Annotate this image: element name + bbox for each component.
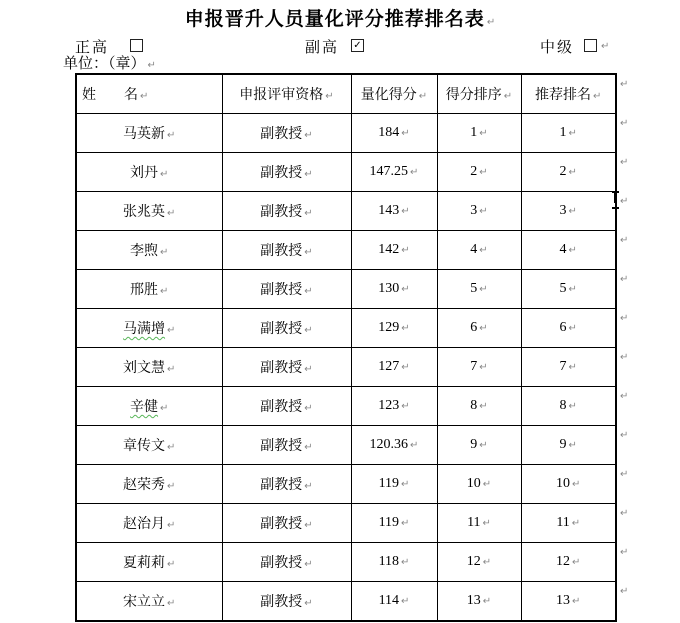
table-row	[76, 231, 616, 270]
person-name-text: 马满增	[123, 322, 166, 337]
cell-text: 120.36	[369, 437, 409, 452]
cell-text: 副教授	[260, 205, 303, 220]
cell-text: 9	[559, 437, 567, 452]
cell-score[interactable]	[351, 543, 437, 582]
cell-end-mark-icon: ↵	[572, 479, 581, 490]
cell-score-order[interactable]	[437, 426, 521, 465]
header-qualification: 申报评审资格 ↵	[222, 74, 351, 114]
cell-end-mark-icon: ↵	[571, 518, 581, 529]
person-name-text: 李煦	[130, 244, 159, 259]
cell-score[interactable]	[351, 348, 437, 387]
row-end-mark-icon: ↵	[620, 313, 629, 324]
cell-end-mark-icon: ↵	[482, 557, 492, 568]
table-row	[76, 426, 616, 465]
cell-text: 2	[470, 164, 478, 179]
cell-text: 12	[556, 554, 571, 569]
cell-end-mark-icon: ↵	[304, 130, 313, 141]
cell-score[interactable]	[351, 387, 437, 426]
cell-end-mark-icon: ↵	[304, 481, 313, 492]
cell-qualification[interactable]	[222, 231, 351, 270]
person-name-text: 张兆英	[123, 205, 166, 220]
person-name-text: 邢胜	[130, 283, 159, 298]
cell-end-mark-icon: ↵	[160, 247, 169, 258]
cell-end-mark-icon: ↵	[401, 596, 410, 607]
cell-text: 副教授	[260, 361, 303, 376]
cell-text: 142	[378, 242, 400, 257]
page-title: 申报晋升人员量化评分推荐排名表	[184, 9, 485, 30]
cell-end-mark-icon: ↵	[304, 169, 313, 180]
cell-score[interactable]	[351, 426, 437, 465]
cell-end-mark-icon: ↵	[479, 323, 488, 334]
cell-score-order[interactable]	[437, 270, 521, 309]
cell-qualification[interactable]	[222, 309, 351, 348]
person-name-text: 刘丹	[130, 166, 159, 181]
table-row	[76, 153, 616, 192]
cell-recommend-rank[interactable]	[521, 387, 616, 426]
cell-end-mark-icon: ↵	[167, 559, 176, 570]
cell-text: 147.25	[369, 164, 409, 179]
table-row	[76, 465, 616, 504]
cell-end-mark-icon: ↵	[503, 91, 513, 102]
person-name-text: 章传文	[123, 439, 166, 454]
cell-qualification[interactable]	[222, 387, 351, 426]
person-name-text: 马英新	[123, 127, 166, 142]
check-icon: ✓	[353, 40, 362, 51]
cell-text: 1	[559, 125, 567, 140]
cell-end-mark-icon: ↵	[304, 442, 313, 453]
cell-text: 副教授	[260, 322, 303, 337]
cell-name[interactable]	[76, 231, 222, 270]
cell-score[interactable]	[351, 465, 437, 504]
cell-end-mark-icon: ↵	[479, 284, 488, 295]
cell-name[interactable]	[76, 114, 222, 153]
cell-text: 130	[378, 281, 400, 296]
cell-recommend-rank[interactable]	[521, 543, 616, 582]
cell-qualification[interactable]	[222, 270, 351, 309]
cell-score-order[interactable]	[437, 231, 521, 270]
cell-name[interactable]	[76, 582, 222, 622]
cell-score-order[interactable]	[437, 582, 521, 622]
cell-text: 副教授	[260, 595, 303, 610]
cell-recommend-rank[interactable]	[521, 192, 616, 231]
checkbox-zhenggao[interactable]	[130, 39, 143, 52]
cell-end-mark-icon: ↵	[304, 286, 313, 297]
cell-name[interactable]	[76, 192, 222, 231]
cell-end-mark-icon: ↵	[401, 518, 410, 529]
cell-text: 13	[556, 593, 571, 608]
cell-text: 副教授	[260, 400, 303, 415]
cell-end-mark-icon: ↵	[167, 442, 176, 453]
cell-end-mark-icon: ↵	[401, 401, 410, 412]
cell-text: 副教授	[260, 478, 303, 493]
cell-end-mark-icon: ↵	[167, 130, 176, 141]
table-row	[76, 114, 616, 153]
cell-end-mark-icon: ↵	[479, 401, 488, 412]
cell-end-mark-icon: ↵	[167, 520, 176, 531]
cell-text: 8	[470, 398, 478, 413]
cell-end-mark-icon: ↵	[410, 167, 419, 178]
cell-end-mark-icon: ↵	[401, 362, 410, 373]
checkbox-fugao[interactable]	[351, 39, 364, 52]
cell-score[interactable]	[351, 270, 437, 309]
cell-end-mark-icon: ↵	[160, 286, 169, 297]
cell-text: 10	[556, 476, 571, 491]
cell-qualification[interactable]	[222, 465, 351, 504]
header-name: 姓 名 ↵	[76, 74, 222, 114]
cell-score[interactable]	[351, 504, 437, 543]
cell-name[interactable]	[76, 387, 222, 426]
cell-text: 5	[470, 281, 478, 296]
cell-score-order[interactable]	[437, 192, 521, 231]
cell-text: 127	[378, 359, 400, 374]
cell-end-mark-icon: ↵	[401, 323, 410, 334]
cell-end-mark-icon: ↵	[479, 440, 488, 451]
cell-text: 4	[559, 242, 567, 257]
cell-qualification[interactable]	[222, 504, 351, 543]
cell-text: 11	[556, 515, 570, 530]
row-end-mark-icon: ↵	[620, 157, 629, 168]
unit-label: 单位：（章）	[63, 56, 146, 72]
cell-end-mark-icon: ↵	[325, 91, 334, 102]
cell-score-order[interactable]	[437, 543, 521, 582]
header-score-order: 得分排序 ↵	[437, 74, 521, 114]
cell-score-order[interactable]	[437, 153, 521, 192]
cell-end-mark-icon: ↵	[304, 403, 313, 414]
cell-text: 114	[378, 593, 400, 608]
cell-text: 3	[559, 203, 567, 218]
cell-end-mark-icon: ↵	[479, 206, 488, 217]
cell-end-mark-icon: ↵	[167, 598, 176, 609]
person-name-text: 刘文慧	[123, 361, 166, 376]
row-end-mark-icon: ↵	[620, 469, 629, 480]
cell-name[interactable]	[76, 504, 222, 543]
row-end-mark-icon: ↵	[620, 235, 629, 246]
cell-text: 副教授	[260, 127, 303, 142]
cell-text: 9	[470, 437, 478, 452]
cell-score-order[interactable]	[437, 114, 521, 153]
cell-text: 副教授	[260, 439, 303, 454]
checkbox-zhongji[interactable]	[584, 39, 597, 52]
cell-text: 119	[378, 476, 400, 491]
cell-qualification[interactable]	[222, 114, 351, 153]
cell-qualification[interactable]	[222, 543, 351, 582]
cell-score[interactable]	[351, 114, 437, 153]
cell-name[interactable]	[76, 153, 222, 192]
cell-text: 副教授	[260, 244, 303, 259]
cell-end-mark-icon: ↵	[418, 91, 428, 102]
cell-score[interactable]	[351, 309, 437, 348]
cell-recommend-rank[interactable]	[521, 465, 616, 504]
table-row	[76, 270, 616, 309]
row-end-mark-icon: ↵	[620, 118, 629, 129]
cell-recommend-rank[interactable]	[521, 426, 616, 465]
cell-text: 5	[559, 281, 567, 296]
table-header-row	[76, 74, 616, 114]
cell-end-mark-icon: ↵	[568, 284, 577, 295]
table-row	[76, 309, 616, 348]
cell-text: 129	[378, 320, 400, 335]
cell-end-mark-icon: ↵	[140, 91, 149, 102]
row-end-mark-icon: ↵	[620, 274, 629, 285]
cell-end-mark-icon: ↵	[568, 362, 577, 373]
cell-score-order[interactable]	[437, 465, 521, 504]
cell-end-mark-icon: ↵	[479, 167, 488, 178]
cell-qualification[interactable]	[222, 192, 351, 231]
cell-qualification[interactable]	[222, 348, 351, 387]
cell-end-mark-icon: ↵	[568, 245, 577, 256]
cell-end-mark-icon: ↵	[160, 403, 169, 414]
cell-text: 1	[470, 125, 478, 140]
person-name-text: 辛健	[130, 400, 159, 415]
cell-name[interactable]	[76, 465, 222, 504]
cell-score[interactable]	[351, 192, 437, 231]
cell-end-mark-icon: ↵	[401, 128, 410, 139]
cell-text: 6	[470, 320, 478, 335]
row-end-mark-icon: ↵	[620, 196, 629, 207]
table-row	[76, 543, 616, 582]
cell-end-mark-icon: ↵	[482, 518, 491, 529]
cell-end-mark-icon: ↵	[304, 598, 313, 609]
paragraph-mark-icon: ↵	[601, 41, 610, 52]
cell-text: 118	[378, 554, 400, 569]
cell-recommend-rank[interactable]	[521, 582, 616, 622]
cell-text: 8	[559, 398, 567, 413]
cell-end-mark-icon: ↵	[479, 245, 488, 256]
cell-end-mark-icon: ↵	[304, 364, 313, 375]
cell-score[interactable]	[351, 231, 437, 270]
text-cursor-ibeam	[612, 191, 619, 209]
cell-recommend-rank[interactable]	[521, 153, 616, 192]
cell-end-mark-icon: ↵	[568, 440, 577, 451]
person-name-text: 赵荣秀	[123, 478, 166, 493]
person-name-text: 宋立立	[123, 595, 166, 610]
cell-end-mark-icon: ↵	[167, 481, 176, 492]
cell-text: 184	[378, 125, 400, 140]
cell-text: 7	[559, 359, 567, 374]
cell-end-mark-icon: ↵	[479, 128, 488, 139]
cell-text: 副教授	[260, 556, 303, 571]
cell-qualification[interactable]	[222, 582, 351, 622]
row-end-mark-icon: ↵	[620, 547, 629, 558]
cell-end-mark-icon: ↵	[167, 208, 176, 219]
cell-end-mark-icon: ↵	[401, 206, 410, 217]
cell-end-mark-icon: ↵	[568, 401, 577, 412]
cell-text: 13	[466, 593, 481, 608]
row-end-mark-icon: ↵	[620, 508, 629, 519]
header-recommend-rank: 推荐排名 ↵	[521, 74, 616, 114]
unit-seal-line	[63, 52, 156, 73]
cell-text: 119	[378, 515, 400, 530]
cell-end-mark-icon: ↵	[482, 596, 492, 607]
cell-end-mark-icon: ↵	[572, 557, 581, 568]
cell-text: 副教授	[260, 283, 303, 298]
cell-score-order[interactable]	[437, 504, 521, 543]
cell-end-mark-icon: ↵	[304, 559, 313, 570]
cell-end-mark-icon: ↵	[482, 479, 492, 490]
cell-score[interactable]	[351, 153, 437, 192]
table-row	[76, 582, 616, 622]
cell-end-mark-icon: ↵	[304, 247, 313, 258]
cell-end-mark-icon: ↵	[568, 167, 577, 178]
paragraph-mark-icon: ↵	[147, 60, 156, 71]
page-title-line	[0, 4, 680, 31]
cell-score[interactable]	[351, 582, 437, 622]
cell-text: 12	[466, 554, 481, 569]
cell-end-mark-icon: ↵	[401, 479, 410, 490]
paragraph-mark-icon: ↵	[486, 17, 496, 28]
row-end-mark-icon: ↵	[620, 430, 629, 441]
table-row	[76, 387, 616, 426]
cell-recommend-rank[interactable]	[521, 504, 616, 543]
cell-text: 副教授	[260, 166, 303, 181]
cell-text: 副教授	[260, 517, 303, 532]
cell-recommend-rank[interactable]	[521, 114, 616, 153]
cell-recommend-rank[interactable]	[521, 348, 616, 387]
cell-text: 6	[559, 320, 567, 335]
cell-recommend-rank[interactable]	[521, 270, 616, 309]
cell-recommend-rank[interactable]	[521, 231, 616, 270]
cell-text: 3	[470, 203, 478, 218]
cell-name[interactable]	[76, 426, 222, 465]
header-score: 量化得分 ↵	[351, 74, 437, 114]
cell-end-mark-icon: ↵	[568, 128, 577, 139]
cell-end-mark-icon: ↵	[572, 596, 581, 607]
cell-end-mark-icon: ↵	[410, 440, 419, 451]
cell-name[interactable]	[76, 270, 222, 309]
cell-end-mark-icon: ↵	[167, 364, 176, 375]
cell-end-mark-icon: ↵	[401, 284, 410, 295]
cell-end-mark-icon: ↵	[568, 323, 577, 334]
cell-name[interactable]	[76, 543, 222, 582]
cell-text: 7	[470, 359, 478, 374]
row-end-mark-icon: ↵	[620, 79, 629, 90]
cell-end-mark-icon: ↵	[568, 206, 577, 217]
cell-end-mark-icon: ↵	[479, 362, 488, 373]
cell-end-mark-icon: ↵	[593, 91, 602, 102]
row-end-mark-icon: ↵	[620, 586, 629, 597]
cell-score-order[interactable]	[437, 309, 521, 348]
row-end-mark-icon: ↵	[620, 352, 629, 363]
cell-score-order[interactable]	[437, 387, 521, 426]
table-row	[76, 192, 616, 231]
cell-qualification[interactable]	[222, 153, 351, 192]
cell-text: 2	[559, 164, 567, 179]
cell-text: 4	[470, 242, 478, 257]
cell-end-mark-icon: ↵	[167, 325, 176, 336]
cell-text: 11	[467, 515, 481, 530]
cell-end-mark-icon: ↵	[304, 208, 313, 219]
person-name-text: 赵治月	[123, 517, 166, 532]
cell-name[interactable]	[76, 348, 222, 387]
cell-text: 10	[466, 476, 481, 491]
checkbox-label-fugao: 副高	[305, 40, 340, 56]
person-name-text: 夏莉莉	[123, 556, 166, 571]
checkbox-label-zhongji: 中级	[540, 40, 575, 56]
checkbox-label-zhenggao: 正高	[75, 40, 110, 56]
cell-text: 123	[378, 398, 400, 413]
ranking-table	[75, 73, 617, 622]
cell-score-order[interactable]	[437, 348, 521, 387]
cell-end-mark-icon: ↵	[304, 520, 313, 531]
table-row	[76, 348, 616, 387]
row-end-mark-icon: ↵	[620, 391, 629, 402]
cell-qualification[interactable]	[222, 426, 351, 465]
cell-end-mark-icon: ↵	[401, 245, 410, 256]
table-row	[76, 504, 616, 543]
cell-end-mark-icon: ↵	[160, 169, 169, 180]
cell-text: 143	[378, 203, 400, 218]
cell-recommend-rank[interactable]	[521, 309, 616, 348]
cell-end-mark-icon: ↵	[401, 557, 410, 568]
cell-end-mark-icon: ↵	[304, 325, 313, 336]
cell-name[interactable]	[76, 309, 222, 348]
